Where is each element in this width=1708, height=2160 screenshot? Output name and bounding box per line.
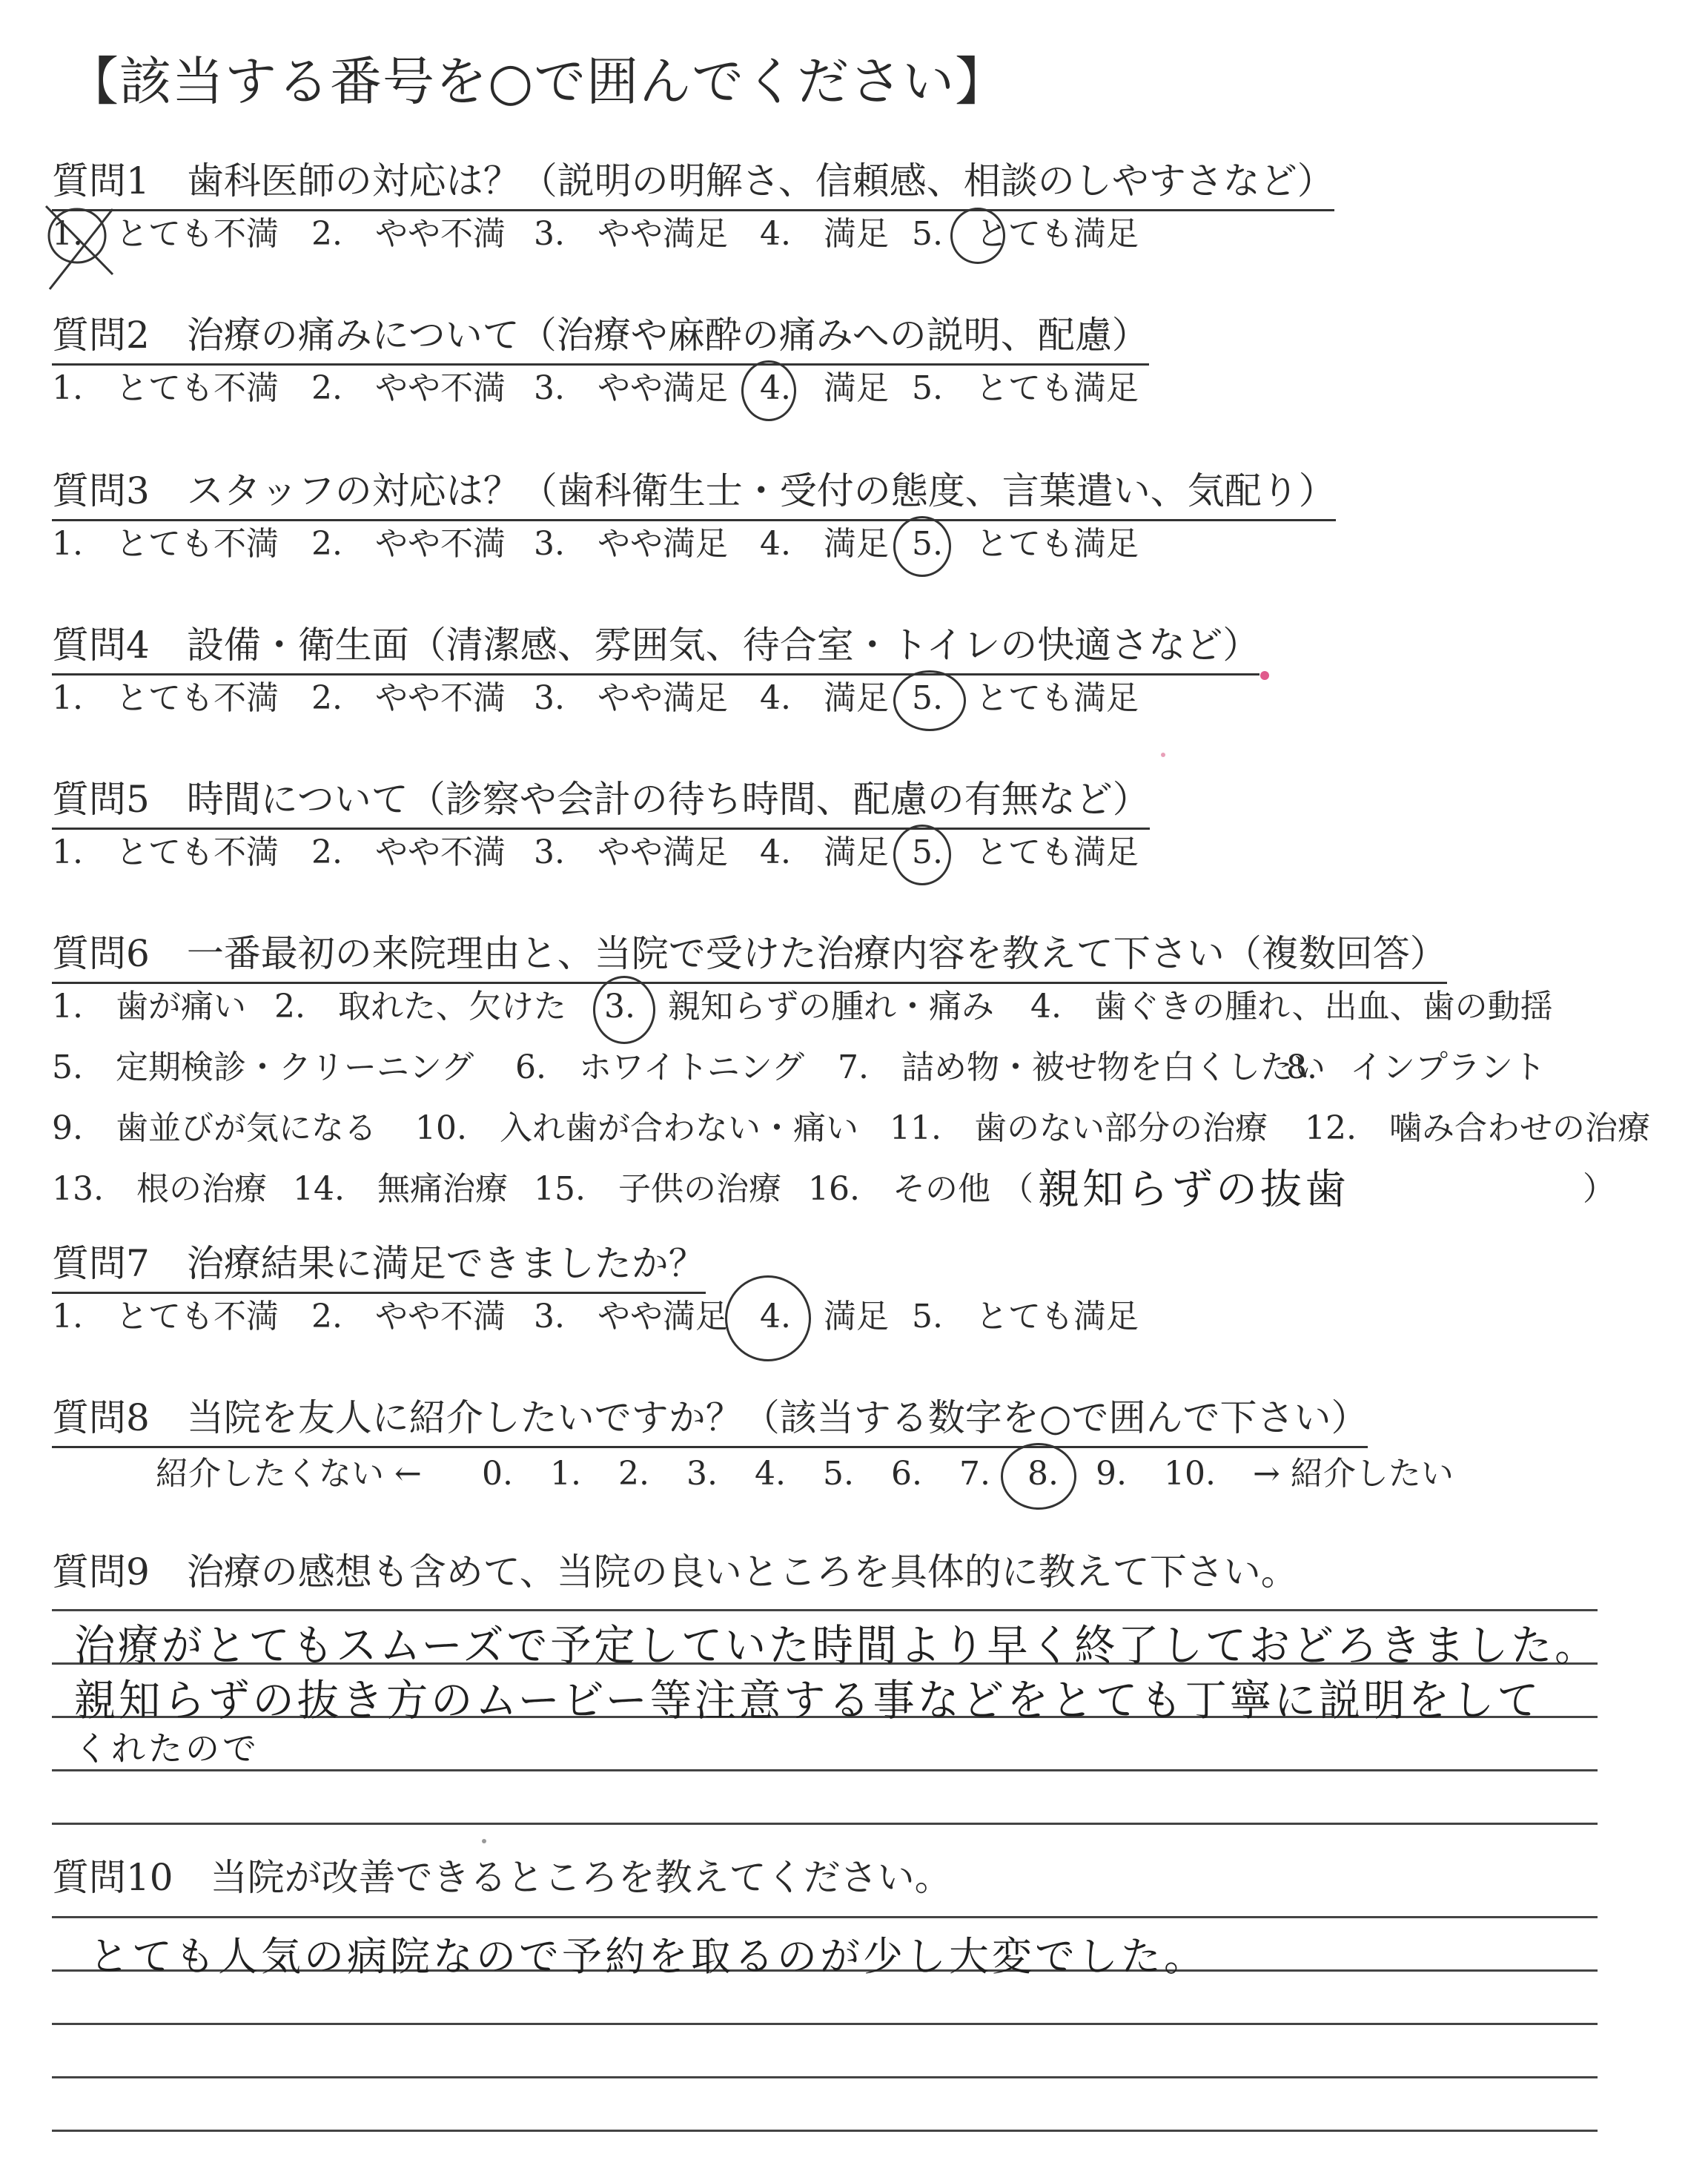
question-10-title (52, 1854, 952, 1901)
question-2-title (52, 311, 1149, 366)
q8-scale-4[interactable]: 4. (755, 1455, 786, 1493)
question-1-text: 歯科医師の対応は？（説明の明解さ、信頼感、相談のしやすさなど） (186, 159, 1334, 202)
q10-answer-line-1 (52, 1916, 1598, 1918)
q6-option-15[interactable]: 15. 子供の治療 (534, 1170, 781, 1208)
q6-selection-circle (593, 976, 655, 1044)
question-7-options (52, 1295, 1312, 1339)
question-5-options (52, 830, 1312, 875)
q6-option-12[interactable]: 12. 噛み合わせの治療 (1305, 1109, 1650, 1147)
question-2-text: 治療の痛みについて（治療や麻酔の痛みへの説明、配慮） (186, 314, 1149, 357)
q8-scale-0[interactable]: 0. (482, 1455, 513, 1493)
q8-selection-circle (1001, 1443, 1076, 1510)
q4-selection-circle (893, 670, 966, 731)
stray-ink-dot (482, 1839, 486, 1843)
question-4-title (52, 621, 1260, 676)
question-8-text: 当院を友人に紹介したいですか？（該当する数字を○で囲んで下さい） (186, 1396, 1368, 1439)
q7-option-5[interactable]: 5. とても満足 (912, 1298, 1139, 1335)
q6-option-8[interactable]: 8. インプラント (1286, 1048, 1546, 1086)
q10-answer-line-4 (52, 2076, 1598, 2078)
question-5-title (52, 776, 1150, 830)
question-7-number: 質問7 (52, 1242, 150, 1285)
q1-option-5[interactable]: 5. とても満足 (912, 215, 1139, 253)
q4-option-3[interactable]: 3. やや満足 (534, 679, 728, 717)
q6-options-row-4 (52, 1167, 1646, 1219)
q5-option-3[interactable]: 3. やや満足 (534, 833, 728, 871)
q6-options-row-2 (52, 1046, 1646, 1090)
q1-selection-circle (950, 208, 1005, 264)
q7-option-1[interactable]: 1. とても不満 (52, 1298, 279, 1335)
q5-option-2[interactable]: 2. やや不満 (311, 833, 506, 871)
question-4-text: 設備・衛生面（清潔感、雰囲気、待合室・トイレの快適さなど） (186, 624, 1260, 667)
q10-answer-line-5 (52, 2130, 1598, 2132)
q6-option-2[interactable]: 2. 取れた、欠けた (274, 988, 566, 1025)
q2-option-1[interactable]: 1. とても不満 (52, 369, 279, 407)
q9-answer-line-4 (52, 1769, 1598, 1771)
q3-option-3[interactable]: 3. やや満足 (534, 525, 728, 563)
q8-scale-9[interactable]: 9. (1096, 1455, 1127, 1493)
q6-option-7[interactable]: 7. 詰め物・被せ物を白くしたい (838, 1048, 1325, 1086)
question-1-number: 質問1 (52, 159, 150, 202)
q4-option-1[interactable]: 1. とても不満 (52, 679, 279, 717)
question-7-text: 治療結果に満足できましたか？ (186, 1242, 706, 1285)
q1-cross-mark (39, 200, 128, 297)
q5-selection-circle (893, 825, 951, 885)
q10-answer-line-3 (52, 2023, 1598, 2025)
q9-answer-line-5 (52, 1823, 1598, 1825)
q6-option-16[interactable]: 16. その他 (808, 1170, 990, 1208)
q6-option-6[interactable]: 6. ホワイトニング (515, 1048, 805, 1086)
question-3-options (52, 522, 1312, 567)
q10-answer-text-1[interactable]: とても人気の病院なので予約を取るのが少し大変でした。 (89, 1933, 1207, 1980)
q1-option-1[interactable]: 1. とても不満 (52, 215, 279, 253)
q6-option-10[interactable]: 10. 入れ歯が合わない・痛い (415, 1109, 858, 1147)
question-8-title (52, 1394, 1368, 1448)
q2-option-2[interactable]: 2. やや不満 (311, 369, 506, 407)
q8-left-label: 紹介したくない ← (156, 1455, 422, 1493)
question-8-number: 質問8 (52, 1396, 150, 1439)
q7-option-4[interactable]: 4. 満足 (760, 1298, 889, 1335)
q8-scale-5[interactable]: 5. (823, 1455, 854, 1493)
q6-option-9[interactable]: 9. 歯並びが気になる (52, 1109, 377, 1147)
q8-scale-6[interactable]: 6. (891, 1455, 922, 1493)
q8-scale-8[interactable]: 8. (1027, 1455, 1059, 1493)
question-9-title (52, 1548, 1298, 1596)
q8-scale-2[interactable]: 2. (618, 1455, 649, 1493)
q7-selection-circle (725, 1275, 811, 1361)
question-5-number: 質問5 (52, 778, 150, 821)
q2-option-5[interactable]: 5. とても満足 (912, 369, 1139, 407)
q6-other-paren-close: ） (1583, 1170, 1615, 1208)
question-1-title (52, 157, 1334, 211)
q6-option-11[interactable]: 11. 歯のない部分の治療 (890, 1109, 1268, 1147)
q9-answer-text-2[interactable]: 親知らずの抜き方のムービー等注意する事などをとても丁寧に説明をして (74, 1675, 1542, 1725)
q4-option-5[interactable]: 5. とても満足 (912, 679, 1139, 717)
q9-answer-text-1[interactable]: 治療がとてもスムーズで予定していた時間より早く終了しておどろきました。 (74, 1620, 1599, 1671)
q6-option-13[interactable]: 13. 根の治療 (52, 1170, 267, 1208)
faint-ink-dot (1161, 753, 1165, 757)
question-2-number: 質問2 (52, 314, 150, 357)
q8-scale-1[interactable]: 1. (550, 1455, 581, 1493)
q3-option-4[interactable]: 4. 満足 (760, 525, 889, 563)
q9-answer-text-3[interactable]: くれたので (74, 1728, 259, 1768)
question-6-number: 質問6 (52, 932, 150, 975)
question-4-options (52, 676, 1312, 721)
q7-option-3[interactable]: 3. やや満足 (534, 1298, 728, 1335)
form-header: 【該当する番号を○で囲んでください】 (67, 51, 1008, 112)
q3-selection-circle (893, 516, 951, 577)
q6-option-4[interactable]: 4. 歯ぐきの腫れ、出血、歯の動揺 (1030, 988, 1553, 1025)
question-3-number: 質問3 (52, 469, 150, 512)
q1-option-4[interactable]: 4. 満足 (760, 215, 889, 253)
q6-options-row-1 (52, 985, 1646, 1029)
q3-option-1[interactable]: 1. とても不満 (52, 525, 279, 563)
q5-option-1[interactable]: 1. とても不満 (52, 833, 279, 871)
q6-other-answer[interactable]: 親知らずの抜歯 (1038, 1166, 1349, 1214)
q6-option-1[interactable]: 1. 歯が痛い (52, 988, 246, 1025)
question-10-number: 質問10 (52, 1856, 173, 1899)
question-10-text: 当院が改善できるところを教えてください。 (210, 1856, 952, 1899)
q2-selection-circle (741, 360, 796, 421)
question-9-text: 治療の感想も含めて、当院の良いところを具体的に教えて下さい。 (186, 1550, 1298, 1593)
q4-option-4[interactable]: 4. 満足 (760, 679, 889, 717)
pink-ink-dot (1260, 671, 1269, 680)
question-6-text: 一番最初の来院理由と、当院で受けた治療内容を教えて下さい（複数回答） (186, 932, 1447, 975)
q8-scale-7[interactable]: 7. (959, 1455, 990, 1493)
question-1-options (52, 212, 1312, 257)
q6-other-paren-open: （ (1001, 1170, 1033, 1208)
q8-scale-10[interactable]: 10. (1164, 1455, 1216, 1493)
question-7-title (52, 1240, 706, 1294)
q5-option-5[interactable]: 5. とても満足 (912, 833, 1139, 871)
question-4-number: 質問4 (52, 624, 150, 667)
q2-option-3[interactable]: 3. やや満足 (534, 369, 728, 407)
q2-option-4[interactable]: 4. 満足 (760, 369, 889, 407)
q6-option-14[interactable]: 14. 無痛治療 (293, 1170, 508, 1208)
q6-option-5[interactable]: 5. 定期検診・クリーニング (52, 1048, 474, 1086)
question-6-title (52, 930, 1447, 984)
q6-option-3[interactable]: 3. 親知らずの腫れ・痛み (604, 988, 994, 1025)
q8-right-label: → 紹介したい (1253, 1455, 1454, 1493)
q4-option-2[interactable]: 2. やや不満 (311, 679, 506, 717)
question-3-text: スタッフの対応は？（歯科衛生士・受付の態度、言葉遣い、気配り） (186, 469, 1336, 512)
question-9-number: 質問9 (52, 1550, 150, 1593)
q3-option-2[interactable]: 2. やや不満 (311, 525, 506, 563)
question-3-title (52, 467, 1336, 521)
q1-option-2[interactable]: 2. やや不満 (311, 215, 506, 253)
question-5-text: 時間について（診察や会計の待ち時間、配慮の有無など） (186, 778, 1150, 821)
question-2-options (52, 366, 1312, 411)
q5-option-4[interactable]: 4. 満足 (760, 833, 889, 871)
question-8-scale (156, 1452, 1564, 1496)
q6-options-row-3 (52, 1106, 1650, 1151)
q7-option-2[interactable]: 2. やや不満 (311, 1298, 506, 1335)
q8-scale-3[interactable]: 3. (686, 1455, 718, 1493)
q1-option-3[interactable]: 3. やや満足 (534, 215, 728, 253)
q3-option-5[interactable]: 5. とても満足 (912, 525, 1139, 563)
